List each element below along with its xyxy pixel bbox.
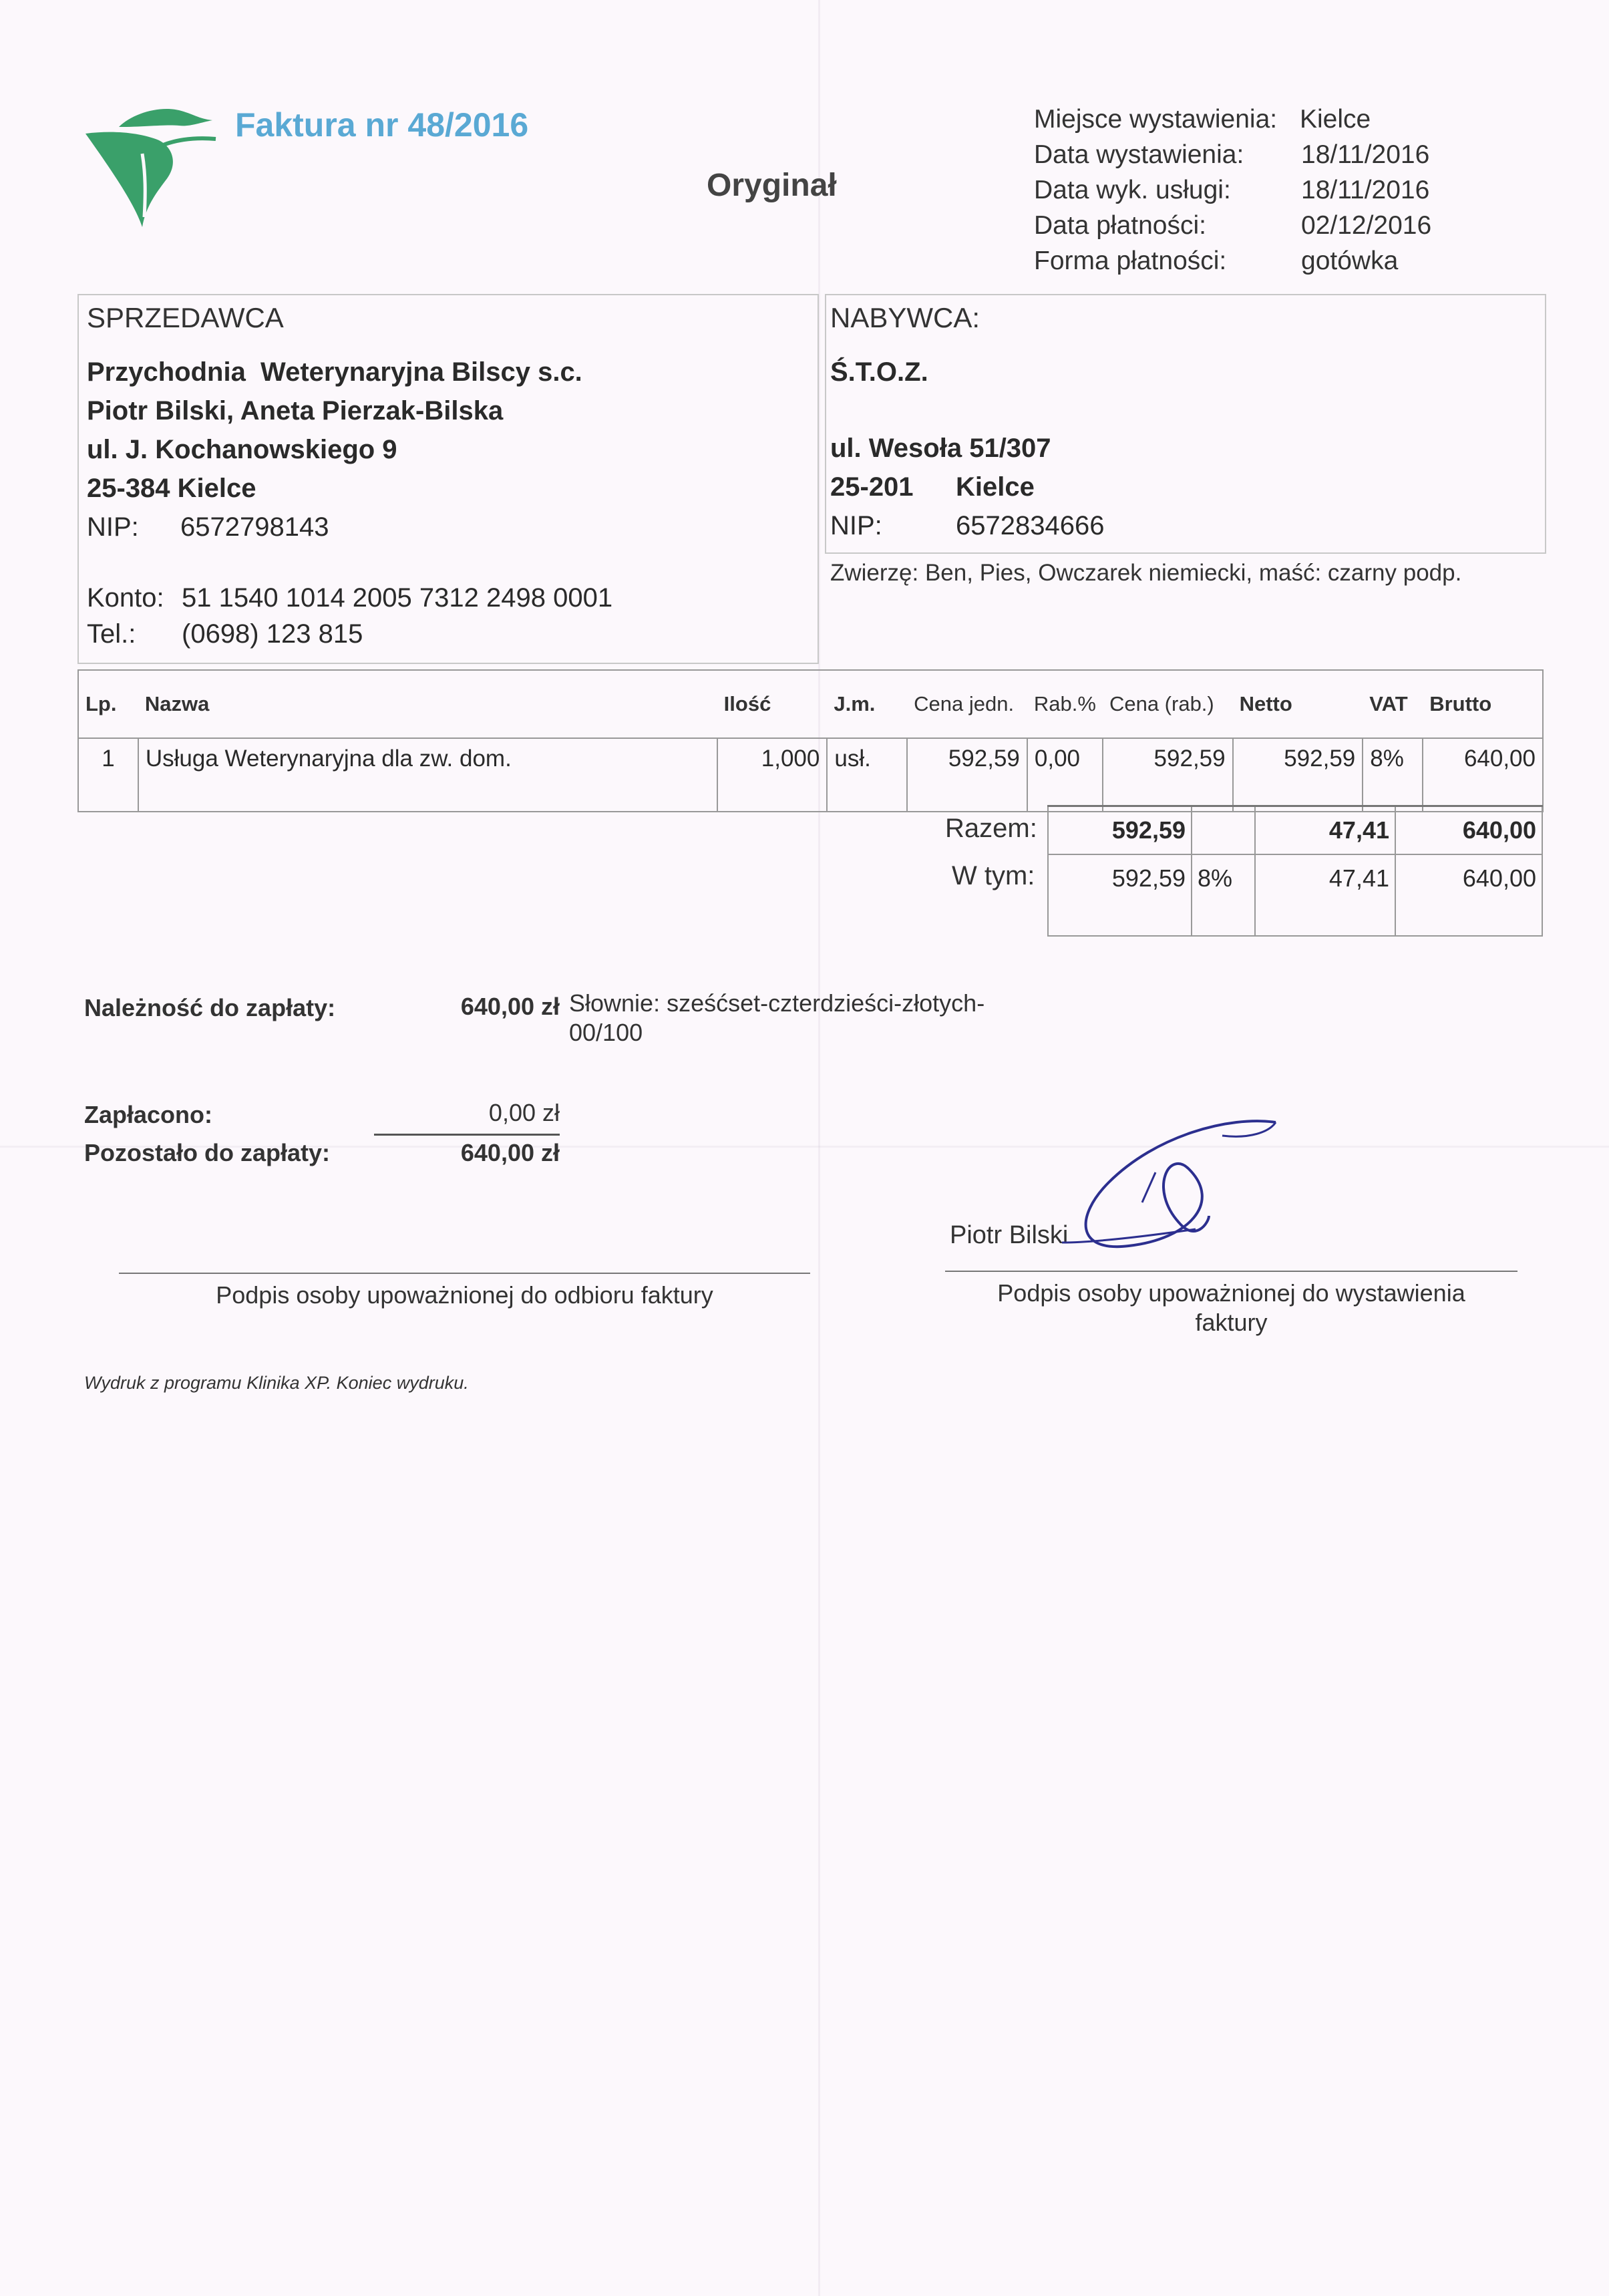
table-row [78,738,1543,812]
meta-label: Miejsce wystawienia: [1034,105,1278,134]
paid-underline [374,1134,560,1136]
seller-name: Przychodnia Weterynaryjna Bilscy s.c. [87,357,582,387]
clinic-logo-icon [79,100,229,230]
summary-total-vat: 47,41 [1255,806,1395,855]
buyer-street: ul. Wesoła 51/307 [830,434,1051,463]
seller-details [87,353,582,546]
summary-incl-net: 592,59 [1048,854,1192,902]
col-price-disc: Cena (rab.) [1103,670,1233,738]
seller-account-row [87,580,612,616]
handwritten-signature [1055,1109,1282,1263]
seller-nip-label: NIP: [87,512,139,542]
buyer-nip: 6572834666 [956,511,1105,540]
col-net: Netto [1233,670,1363,738]
seller-nip: 6572798143 [180,512,329,542]
issuer-signature-caption [945,1279,1517,1337]
cell-gross: 640,00 [1423,738,1543,812]
meta-value: 18/11/2016 [1301,176,1430,204]
seller-street: ul. J. Kochanowskiego 9 [87,435,397,464]
summary-incl-row [1048,854,1542,902]
summary-total-gross: 640,00 [1395,806,1542,855]
amount-in-words [569,989,985,1047]
summary-incl-rate: 8% [1192,854,1255,902]
meta-label: Data płatności: [1034,211,1206,240]
summary-total-row [1048,806,1542,855]
buyer-nip-row [830,506,1104,545]
copy-label: Oryginał [707,168,837,203]
summary-incl-gross: 640,00 [1395,854,1542,902]
seller-heading: SPRZEDAWCA [87,302,284,333]
cell-lp: 1 [78,738,138,812]
cell-discount: 0,00 [1027,738,1103,812]
signer-name: Piotr Bilski [950,1221,1069,1249]
col-price: Cena jedn. [907,670,1027,738]
buyer-city-row [830,468,1104,506]
amount-in-words-line1: Słownie: sześćset-czterdzieści-złotych- [569,989,985,1017]
summary-total-rate [1192,806,1255,855]
amount-in-words-line2: 00/100 [569,1019,643,1046]
due-label: Należność do zapłaty: [84,994,336,1021]
buyer-name: Ś.T.O.Z. [830,357,928,387]
cell-qty: 1,000 [717,738,828,812]
paid-amount: 0,00 zł [488,1099,560,1126]
buyer-city: Kielce [956,472,1035,502]
summary-spacer-row [1048,902,1542,936]
seller-account-label: Konto: [87,583,164,613]
seller-phone-row [87,616,612,652]
remaining-label: Pozostało do zapłaty: [84,1139,331,1166]
meta-label: Data wyk. usługi: [1034,176,1231,204]
seller-account: 51 1540 1014 2005 7312 2498 0001 [182,583,613,613]
summary-incl-label: W tym: [952,861,1035,890]
cell-vat: 8% [1363,738,1423,812]
col-name: Nazwa [138,670,717,738]
meta-value: Kielce [1300,105,1371,134]
buyer-heading: NABYWCA: [830,302,980,333]
seller-owners: Piotr Bilski, Aneta Pierzak-Bilska [87,396,504,426]
receiver-signature-line [119,1273,810,1274]
col-lp: Lp. [78,670,138,738]
animal-info: Zwierzę: Ben, Pies, Owczarek niemiecki, maść: czarny podp. [830,560,1462,586]
items-header-row [78,670,1543,738]
meta-label: Forma płatności: [1034,247,1227,275]
cell-price-disc: 592,59 [1103,738,1233,812]
due-amount: 640,00 zł [460,993,560,1020]
seller-phone: (0698) 123 815 [182,619,363,649]
cell-unit: usł. [827,738,907,812]
print-footer: Wydruk z programu Klinika XP. Koniec wydruku. [84,1373,469,1393]
meta-value: 02/12/2016 [1301,211,1432,240]
remaining-amount: 640,00 zł [460,1139,560,1166]
summary-total-net: 592,59 [1048,806,1192,855]
seller-phone-label: Tel.: [87,619,136,649]
col-gross: Brutto [1423,670,1543,738]
issuer-caption-line1: Podpis osoby upoważnionej do wystawienia [997,1279,1465,1307]
cell-name: Usługa Weterynaryjna dla zw. dom. [138,738,717,812]
summary-total-label: Razem: [945,814,1037,843]
issuer-signature-line [945,1271,1517,1272]
col-qty: Ilość [717,670,828,738]
cell-price: 592,59 [907,738,1027,812]
buyer-postcode: 25-201 [830,472,914,502]
meta-value: 18/11/2016 [1301,140,1430,169]
cell-net: 592,59 [1233,738,1363,812]
col-vat: VAT [1363,670,1423,738]
col-unit: J.m. [827,670,907,738]
items-table [77,669,1544,812]
receiver-signature-caption: Podpis osoby upoważnionej do odbioru faktury [216,1281,713,1309]
seller-nip-row [87,508,582,546]
paid-label: Zapłacono: [84,1101,213,1128]
buyer-nip-label: NIP: [830,511,882,540]
meta-label: Data wystawienia: [1034,140,1244,169]
issuer-caption-line2: faktury [1195,1309,1268,1336]
summary-incl-vat: 47,41 [1255,854,1395,902]
col-discount: Rab.% [1027,670,1103,738]
invoice-title: Faktura nr 48/2016 [235,106,529,144]
meta-value: gotówka [1301,247,1399,275]
seller-city: 25-384 Kielce [87,474,256,503]
seller-contact [87,580,612,652]
summary-table [1047,805,1543,937]
buyer-details [830,429,1104,545]
